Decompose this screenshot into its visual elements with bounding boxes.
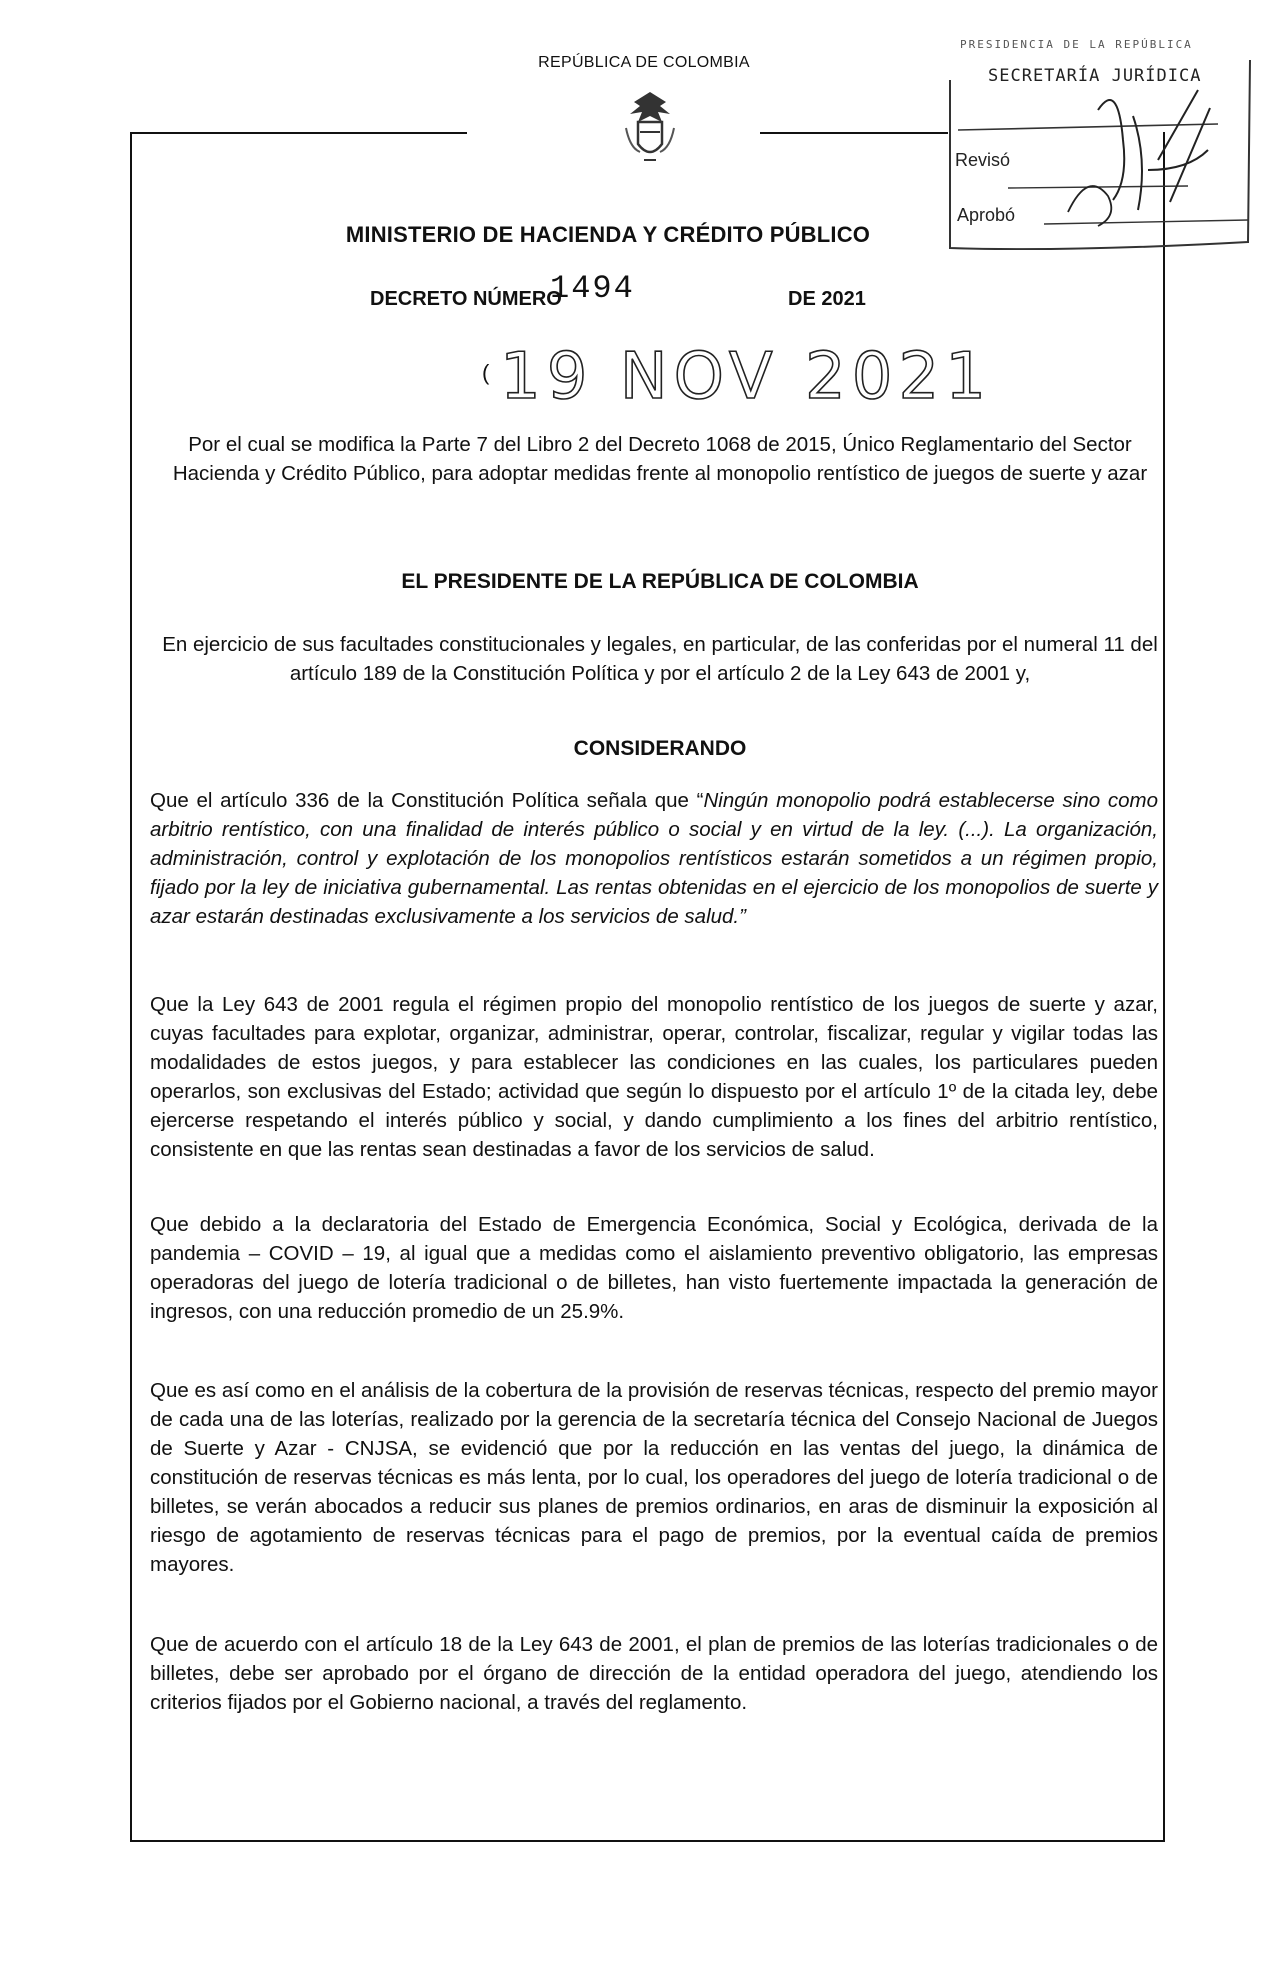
paragraph-1-intro: Que el artículo 336 de la Constitución Política señala que “ [150, 789, 704, 812]
decree-epigraph: Por el cual se modifica la Parte 7 del Libro 2 del Decreto 1068 de 2015, Único Reglamentario del Sector Hacienda y Crédito Público, para adoptar medidas frente al monopolio rentístico de juegos de suerte y azar [172, 433, 1148, 485]
paragraph-4: Que es así como en el análisis de la cobertura de la provisión de reservas técnicas, respecto del premio mayor de cada una de las loterías, realizado por la gerencia de la secretaría técnica del Consejo Nacional de Juegos de Suerte y Azar - CNJSA, se evidenció que por la reducción en las ventas del juego, la dinámica de constitución de reservas técnicas es más lenta, por lo cual, los operadores del juego de lotería tradicional o de billetes, se verán abocados a reducir sus planes de premios ordinarios, en aras de disminuir la exposición al riesgo de agotamiento de reservas técnicas para el pago de premios, por la eventual caída de premios mayores. [150, 1379, 1158, 1576]
president-heading: EL PRESIDENTE DE LA REPÚBLICA DE COLOMBIA [401, 570, 919, 593]
paragraph-1-quote: Ningún monopolio podrá establecerse sino como arbitrio rentístico, con una finalidad de interés público o social y en virtud de la ley. (...). La organización, administración, control y explotación de los monopolios rentísticos estarán sometidos a un régimen propio, fijado por la ley de iniciativa gubernamental. Las rentas obtenidas en el ejercicio de los monopolios de suerte y azar estarán destinadas exclusivamente a los servicios de salud. [150, 789, 1158, 928]
paragraph-3: Que debido a la declaratoria del Estado de Emergencia Económica, Social y Ecológica, derivada de la pandemia – COVID – 19, al igual que a medidas como el aislamiento preventivo obligatorio, las empresas operadoras del juego de lotería tradicional o de billetes, han visto fuertemente impactada la generación de ingresos, con una reducción promedio de un 25.9%. [150, 1213, 1158, 1323]
stamp-header: PRESIDENCIA DE LA REPÚBLICA [960, 38, 1193, 51]
decree-date-stamp: 19 NOV 2021 [500, 340, 992, 414]
faculties-paragraph: En ejercicio de sus facultades constitucionales y legales, en particular, de las conferidas por el numeral 11 del artículo 189 de la Constitución Política y por el artículo 2 de la Ley 643 de 2001 y, [162, 633, 1158, 685]
stamp-title: SECRETARÍA JURÍDICA [988, 66, 1202, 86]
paragraph-1-close: ” [739, 905, 746, 928]
republica-heading: REPÚBLICA DE COLOMBIA [538, 54, 750, 71]
date-paren: ( [482, 360, 490, 385]
paragraph-2: Que la Ley 643 de 2001 regula el régimen propio del monopolio rentístico de los juegos de suerte y azar, cuyas facultades para explotar, organizar, administrar, operar, controlar, fiscalizar, regular y vigilar todas las modalidades de estos juegos, y para establecer las condiciones en las cuales, los particulares pueden operarlos, son exclusivas del Estado; actividad que según lo dispuesto por el artículo 1º de la citada ley, debe ejercerse respetando el interés público y social, y dando cumplimiento a los fines del arbitrio rentístico, consistente en que las rentas sean destinadas a favor de los servicios de salud. [150, 993, 1158, 1161]
decree-year: DE 2021 [788, 288, 866, 310]
considerando-heading: CONSIDERANDO [573, 737, 747, 760]
stamp-aprobo-label: Aprobó [957, 205, 1016, 225]
decree-number: 1494 [550, 270, 635, 307]
stamp-reviso-label: Revisó [955, 150, 1011, 170]
paragraph-5: Que de acuerdo con el artículo 18 de la Ley 643 de 2001, el plan de premios de las loterías tradicionales o de billetes, debe ser aprobado por el órgano de dirección de la entidad operadora del juego, atendiendo los criterios fijados por el Gobierno nacional, a través del reglamento. [150, 1633, 1158, 1714]
decree-label: DECRETO NÚMERO [370, 288, 562, 310]
paragraph-1 [150, 786, 1158, 931]
ministry-title: MINISTERIO DE HACIENDA Y CRÉDITO PÚBLICO [345, 222, 871, 247]
